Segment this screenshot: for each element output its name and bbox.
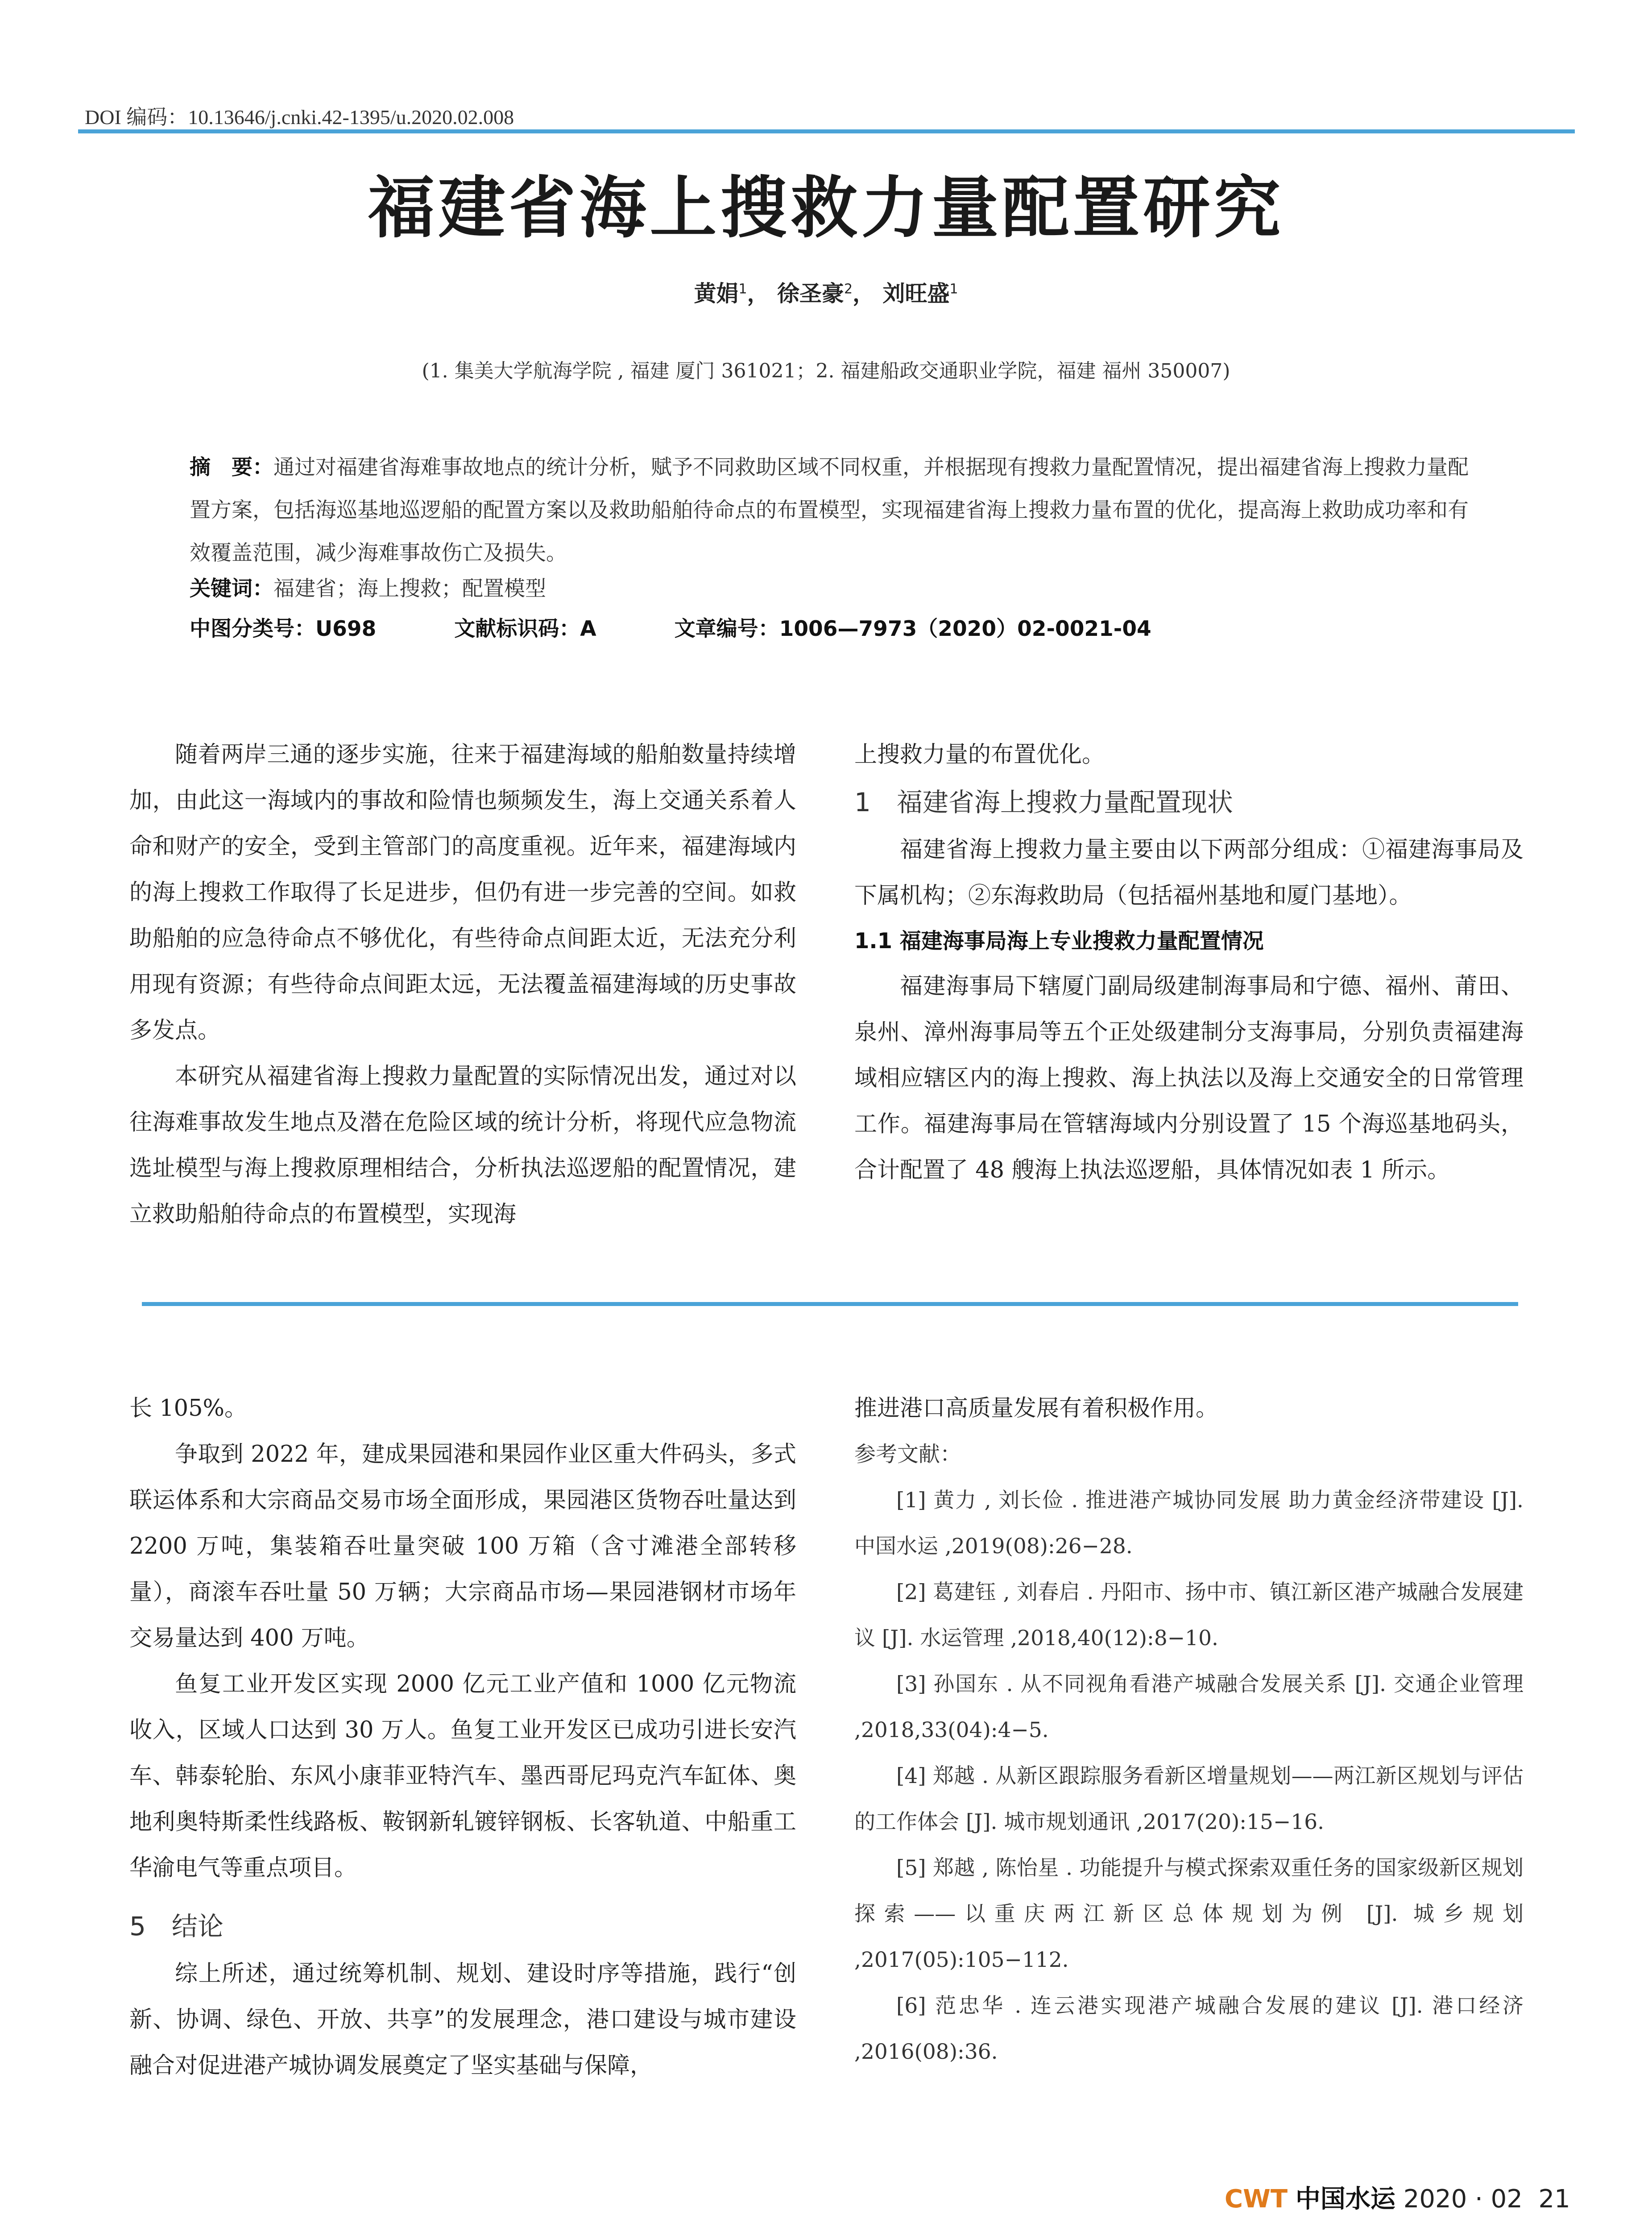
classification-line — [190, 612, 1230, 642]
section-heading-1: 1 福建省海上搜救力量配置现状 — [854, 787, 1233, 817]
reference-item: [5] 郑越 , 陈怡星 . 功能提升与模式探索双重任务的国家级新区规划探索——以重庆两江新区总体规划为例 [J]. 城乡规划 ,2017(05):105−112. — [854, 1856, 1524, 1972]
reference-item: [3] 孙国东 . 从不同视角看港产城融合发展关系 [J]. 交通企业管理 ,2018,33(04):4−5. — [854, 1672, 1524, 1742]
body-paragraph: 综上所述，通过统筹机制、规划、建设时序等措施，践行“创新、协调、绿色、开放、共享”的发展理念，港口建设与城市建设融合对促进港产城协调发展奠定了坚实基础与保障， — [129, 1961, 796, 2079]
upper-left-column — [129, 732, 796, 1237]
keywords-label: 关键词： — [190, 576, 273, 601]
journal-name: 中国水运 — [1295, 2184, 1395, 2214]
reference-item: [2] 葛建钰 , 刘春启 . 丹阳市、扬中市、镇江新区港产城融合发展建议 [J]. 水运管理 ,2018,40(12):8−10. — [854, 1580, 1524, 1650]
author-affil-mark: 2 — [844, 281, 853, 297]
body-paragraph: 福建省海上搜救力量主要由以下两部分组成：①福建海事局及下属机构；②东海救助局（包括福州基地和厦门基地）。 — [854, 837, 1524, 909]
subsection-heading-1-1: 1.1 福建海事局海上专业搜救力量配置情况 — [854, 929, 1264, 954]
affiliation: (1. 集美大学航海学院 , 福建 厦门 361021；2. 福建船政交通职业学院，福建 福州 350007) — [422, 360, 1230, 382]
lower-right-column — [854, 1385, 1524, 2075]
section-divider-rule — [142, 1302, 1518, 1306]
body-paragraph-continued: 上搜救力量的布置优化。 — [854, 742, 1105, 768]
body-paragraph: 随着两岸三通的逐步实施，往来于福建海域的船舶数量持续增加，由此这一海域内的事故和险情也频频发生，海上交通关系着人命和财产的安全，受到主管部门的高度重视。近年来，福建海域内的海上搜救工作取得了长足进步，但仍有进一步完善的空间。如救助船舶的应急待命点不够优化，有些待命点间距太近，无法充分利用现有资源；有些待命点间距太远，无法覆盖福建海域的历史事故多发点。 — [129, 742, 796, 1044]
header-rule — [78, 129, 1575, 133]
document-code: 文献标识码：A — [454, 617, 596, 641]
body-paragraph: 鱼复工业开发区实现 2000 亿元工业产值和 1000 亿元物流收入，区域人口达到 30 万人。鱼复工业开发区已成功引进长安汽车、韩泰轮胎、东风小康菲亚特汽车、墨西哥尼玛克汽车缸体、奥地利奥特斯柔性线路板、鞍钢新轧镀锌钢板、长客轨道、中船重工华渝电气等重点项目。 — [129, 1671, 796, 1881]
author-name: 徐圣豪 — [777, 281, 844, 307]
abstract-block — [190, 446, 1474, 575]
keywords-line — [190, 572, 546, 602]
author-affil-mark: 1 — [949, 281, 958, 297]
lower-left-column — [129, 1385, 796, 2089]
abstract-text: 通过对福建省海难事故地点的统计分析，赋予不同救助区域不同权重，并根据现有搜救力量配置情况，提出福建省海上搜救力量配置方案，包括海巡基地巡逻船的配置方案以及救助船舶待命点的布置模型，实现福建省海上搜救力量布置的优化，提高海上救助成功率和有效覆盖范围，减少海难事故伤亡及损失。 — [190, 455, 1469, 565]
references-heading: 参考文献： — [854, 1442, 962, 1467]
body-paragraph: 争取到 2022 年，建成果园港和果园作业区重大件码头，多式联运体系和大宗商品交易市场全面形成，果园港区货物吞吐量达到 2200 万吨，集装箱吞吐量突破 100 万箱（含寸滩港全部转移量），商滚车吞吐量 50 万辆；大宗商品市场—果园港钢材市场年交易量达到 400 万吨。 — [129, 1441, 796, 1651]
clc-number: 中图分类号：U698 — [190, 617, 377, 641]
journal-logo: CWT — [1225, 2185, 1288, 2214]
author-name: 刘旺盛 — [882, 281, 950, 307]
upper-right-column — [854, 732, 1524, 1193]
body-paragraph: 本研究从福建省海上搜救力量配置的实际情况出发，通过对以往海难事故发生地点及潜在危险区域的统计分析，将现代应急物流选址模型与海上搜救原理相结合，分析执法巡逻船的配置情况，建立救助船舶待命点的布置模型，实现海 — [129, 1063, 796, 1227]
page-number: 21 — [1538, 2185, 1570, 2214]
body-paragraph: 福建海事局下辖厦门副局级建制海事局和宁德、福州、莆田、泉州、漳州海事局等五个正处级建制分支海事局，分别负责福建海域相应辖区内的海上搜救、海上执法以及海上交通安全的日常管理工作。福建海事局在管辖海域内分别设置了 15 个海巡基地码头，合计配置了 48 艘海上执法巡逻船，具体情况如表 1 所示。 — [854, 973, 1524, 1183]
body-paragraph-continued: 长 105%。 — [129, 1395, 248, 1422]
doi-line: DOI 编码：10.13646/j.cnki.42-1395/u.2020.02.008 — [85, 106, 514, 129]
article-number: 文章编号：1006—7973（2020）02-0021-04 — [674, 617, 1151, 641]
keywords-text: 福建省；海上搜救；配置模型 — [273, 576, 546, 601]
reference-item: [6] 范忠华 . 连云港实现港产城融合发展的建议 [J]. 港口经济 ,2016(08):36. — [854, 1994, 1524, 2064]
section-heading-5: 5 结论 — [129, 1911, 224, 1941]
body-paragraph-continued: 推进港口高质量发展有着积极作用。 — [854, 1395, 1219, 1422]
reference-item: [4] 郑越 . 从新区跟踪服务看新区增量规划——两江新区规划与评估的工作体会 [J]. 城市规划通讯 ,2017(20):15−16. — [854, 1764, 1524, 1834]
abstract-label: 摘 要： — [190, 455, 273, 480]
paper-title: 福建省海上搜救力量配置研究 — [368, 169, 1284, 247]
author-name: 黄娟 — [694, 281, 739, 307]
page-footer — [1225, 2179, 1570, 2215]
reference-item: [1] 黄力 , 刘长俭 . 推进港产城协同发展 助力黄金经济带建设 [J]. 中国水运 ,2019(08):26−28. — [854, 1488, 1524, 1559]
issue-number: 2020 · 02 — [1403, 2185, 1523, 2214]
author-list: 黄娟$^1$， 徐圣豪$^2$， 刘旺盛$^1$ — [694, 281, 958, 307]
author-affil-mark: 1 — [738, 281, 747, 297]
